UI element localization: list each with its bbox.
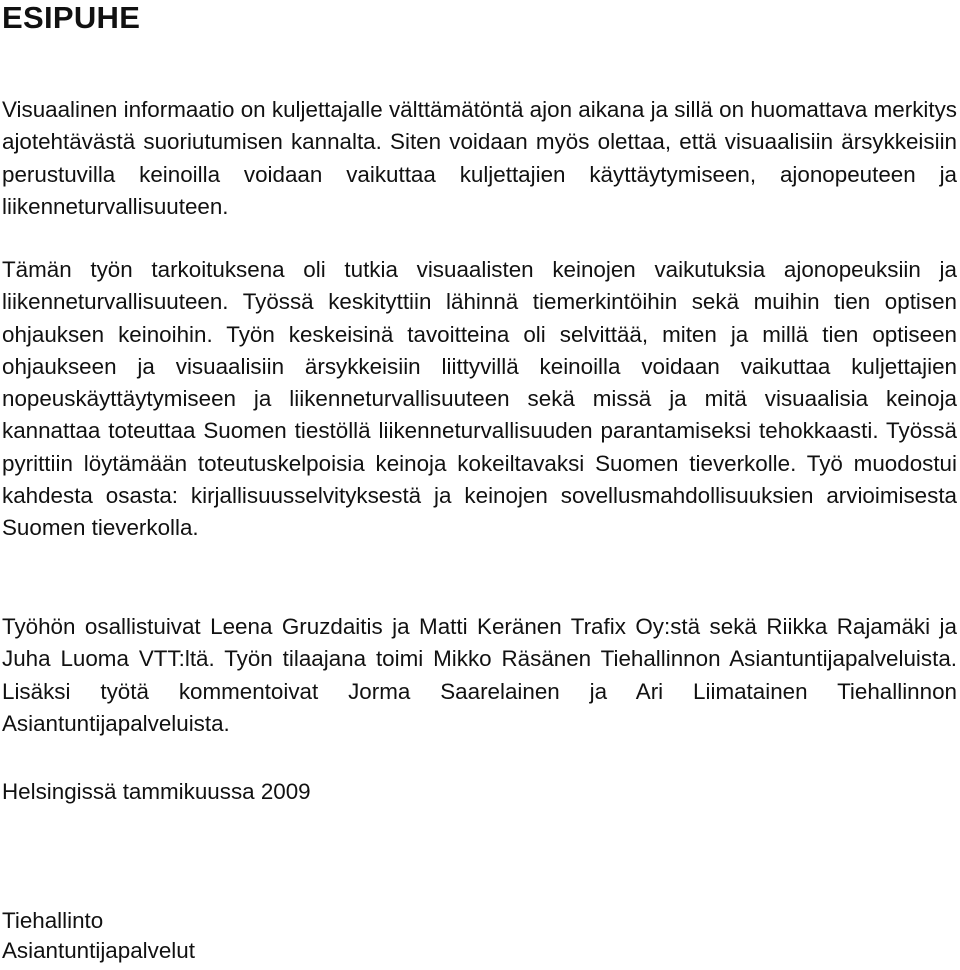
signature-unit: Asiantuntijapalvelut (2, 938, 195, 963)
place-and-date: Helsingissä tammikuussa 2009 (2, 779, 311, 804)
paragraph-intro: Visuaalinen informaatio on kuljettajalle välttämätöntä ajon aikana ja sillä on huomattava merkitys ajotehtävästä suoriutumisen kannalta. Siten voidaan myös olettaa, että visuaalisiin ärsykkeisiin perustuvilla keinoilla voidaan vaikuttaa kuljettajien käyttäytymiseen, ajonopeuteen ja liikenneturvallisuuteen. (2, 97, 957, 219)
page-title: ESIPUHE (2, 0, 141, 35)
paragraph-contributors: Työhön osallistuivat Leena Gruzdaitis ja Matti Keränen Trafix Oy:stä sekä Riikka Rajamäki ja Juha Luoma VTT:ltä. Työn tilaajana toimi Mikko Räsänen Tiehallinnon Asiantuntijapalveluista. Lisäksi työtä kommentoivat Jorma Saarelainen ja Ari Liimatainen Tiehallinnon Asiantuntijapalveluista. (2, 614, 957, 736)
paragraph-purpose: Tämän työn tarkoituksena oli tutkia visuaalisten keinojen vaikutuksia ajonopeuksiin ja liikenneturvallisuuteen. Työssä keskityttiin lähinnä tiemerkintöihin sekä muihin tien optisen ohjauksen keinoihin. Työn keskeisinä tavoitteina oli selvittää, miten ja millä tien optiseen ohjaukseen ja visuaalisiin ärsykkeisiin liittyvillä keinoilla voidaan vaikuttaa kuljettajien nopeuskäyttäytymiseen ja liikenneturvallisuuteen sekä missä ja mitä visuaalisia keinoja kannattaa toteuttaa Suomen tiestöllä liikenneturvallisuuden parantamiseksi tehokkaasti. Työssä pyrittiin löytämään toteutuskelpoisia keinoja kokeiltavaksi Suomen tieverkolle. Työ muodostui kahdesta osasta: kirjallisuusselvityksestä ja keinojen sovellusmahdollisuuksien arvioimisesta Suomen tieverkolla. (2, 257, 957, 541)
signature-organization: Tiehallinto (2, 908, 104, 933)
